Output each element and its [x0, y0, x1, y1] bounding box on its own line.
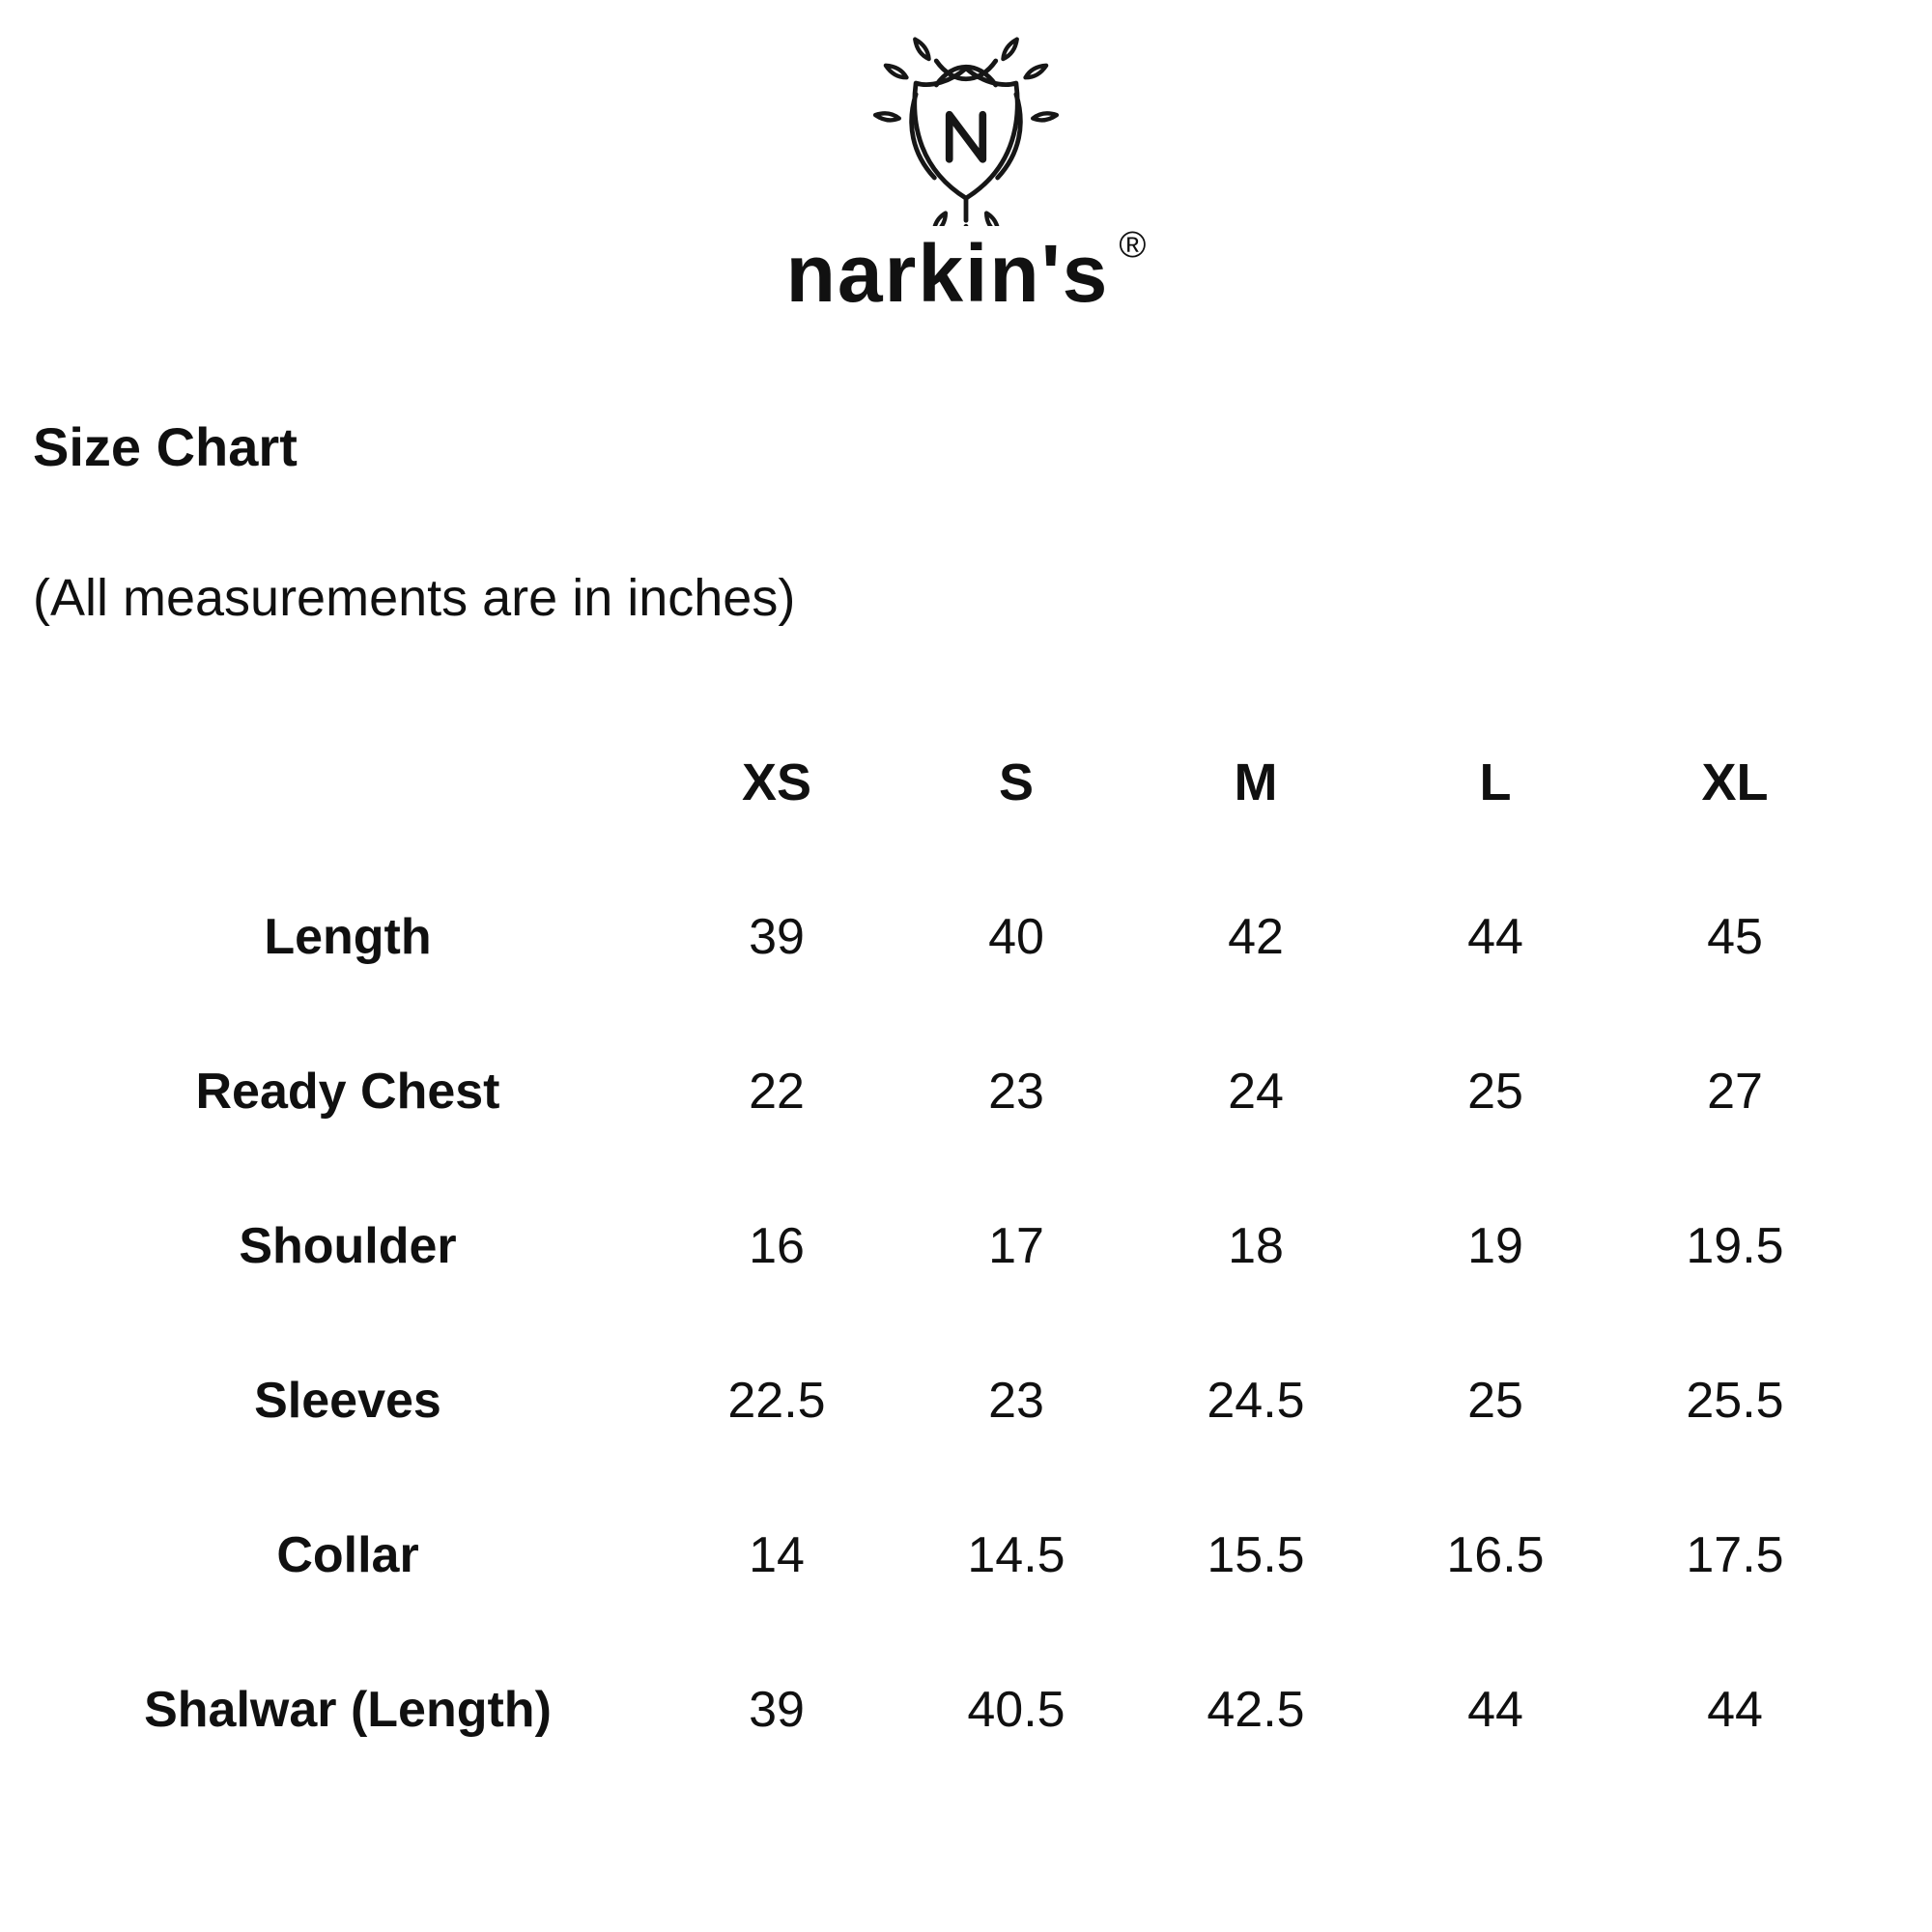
- size-value: 17.5: [1686, 1527, 1784, 1583]
- size-value: 15.5: [1207, 1527, 1305, 1583]
- size-value: 23: [988, 1064, 1044, 1120]
- size-value: 19: [1467, 1218, 1523, 1274]
- row-label: Ready Chest: [195, 1064, 500, 1120]
- row-label: Length: [264, 909, 432, 965]
- size-value: 39: [749, 1682, 805, 1738]
- size-value: 18: [1228, 1218, 1284, 1274]
- size-value: 44: [1467, 909, 1523, 965]
- size-value: 17: [988, 1218, 1044, 1274]
- size-column-header: XL: [1701, 753, 1769, 811]
- size-value: 22: [749, 1064, 805, 1120]
- table-corner-cell: [39, 705, 657, 860]
- row-label: Shalwar (Length): [144, 1682, 552, 1738]
- size-column-header: L: [1479, 753, 1512, 811]
- size-value: 44: [1707, 1682, 1763, 1738]
- size-table: [39, 705, 1855, 1787]
- size-value: 25.5: [1686, 1373, 1784, 1429]
- size-value: 42.5: [1207, 1682, 1305, 1738]
- brand-header: [0, 37, 1932, 319]
- page-title: Size Chart: [33, 416, 298, 477]
- size-value: 16: [749, 1218, 805, 1274]
- size-value: 42: [1228, 909, 1284, 965]
- size-value: 14: [749, 1527, 805, 1583]
- size-value: 25: [1467, 1064, 1523, 1120]
- row-label: Sleeves: [254, 1373, 441, 1429]
- size-value: 45: [1707, 909, 1763, 965]
- row-label: Collar: [276, 1527, 419, 1583]
- size-value: 19.5: [1686, 1218, 1784, 1274]
- size-value: 27: [1707, 1064, 1763, 1120]
- size-value: 24: [1228, 1064, 1284, 1120]
- size-value: 23: [988, 1373, 1044, 1429]
- size-value: 44: [1467, 1682, 1523, 1738]
- size-value: 22.5: [727, 1373, 826, 1429]
- size-value: 16.5: [1446, 1527, 1545, 1583]
- units-note: (All measurements are in inches): [33, 569, 796, 627]
- size-value: 25: [1467, 1373, 1523, 1429]
- size-column-header: M: [1234, 753, 1278, 811]
- size-value: 40.5: [967, 1682, 1065, 1738]
- registered-trademark-symbol: ®: [1119, 225, 1147, 266]
- row-label: Shoulder: [239, 1218, 457, 1274]
- size-value: 39: [749, 909, 805, 965]
- narkins-crest-logo-icon: [845, 37, 1087, 226]
- size-value: 40: [988, 909, 1044, 965]
- brand-wordmark: narkin's: [785, 228, 1110, 319]
- size-value: 14.5: [967, 1527, 1065, 1583]
- size-value: 24.5: [1207, 1373, 1305, 1429]
- size-column-header: S: [998, 753, 1035, 811]
- size-column-header: XS: [741, 753, 812, 811]
